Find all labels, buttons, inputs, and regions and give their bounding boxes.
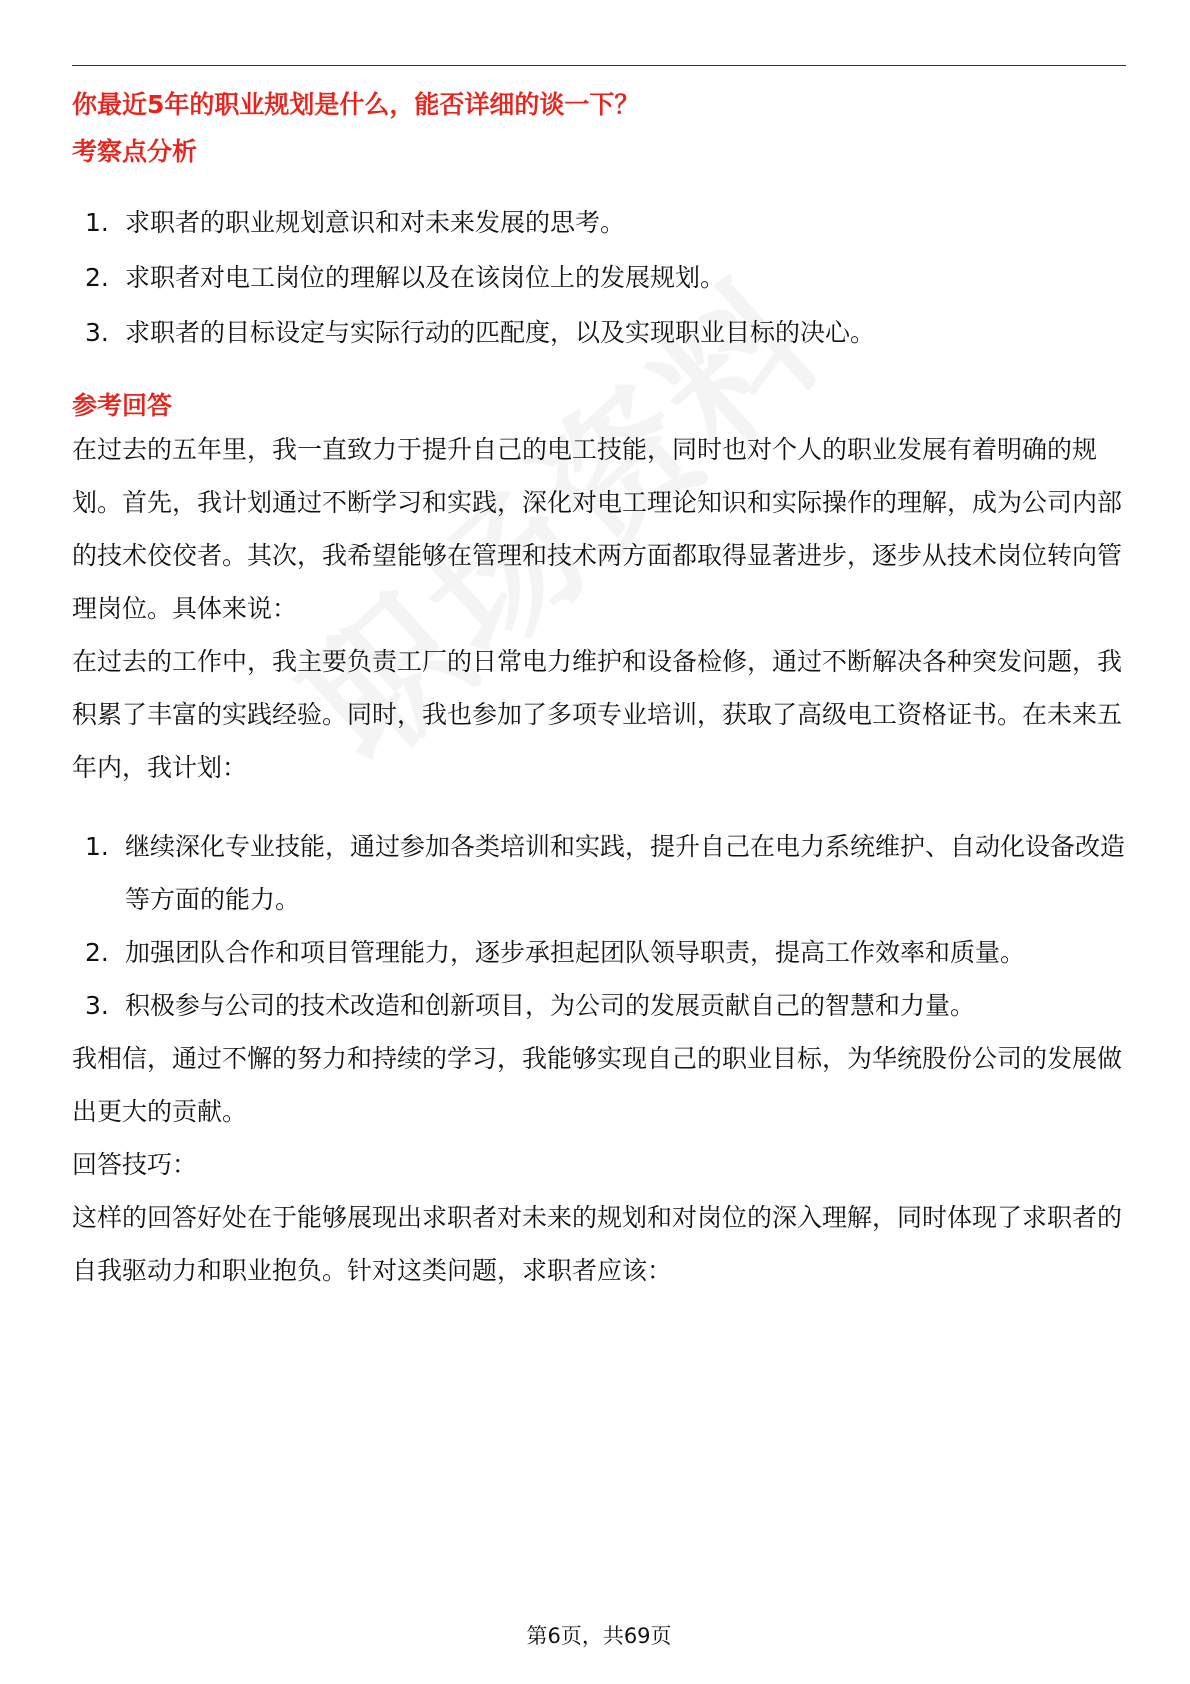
list-number: 1. <box>85 832 109 861</box>
list-item-text: 继续深化专业技能，通过参加各类培训和实践，提升自己在电力系统维护、自动化设备改造等方面的能力。 <box>125 832 1126 914</box>
plan-list-item <box>72 926 1126 979</box>
answer-paragraph: 在过去的五年里，我一直致力于提升自己的电工技能，同时也对个人的职业发展有着明确的规划。首先，我计划通过不断学习和实践，深化对电工理论知识和实际操作的理解，成为公司内部的技术佼佼者。其次，我希望能够在管理和技术两方面都取得显著进步，逐步从技术岗位转向管理岗位。具体来说： <box>72 435 1123 623</box>
plan-list-item <box>72 979 1126 1032</box>
list-item-text: 积极参与公司的技术改造和创新项目，为公司的发展贡献自己的智慧和力量。 <box>125 991 976 1020</box>
header-rule <box>72 65 1126 66</box>
list-number: 2. <box>85 263 109 292</box>
analysis-list-item <box>72 196 1126 249</box>
analysis-list-item <box>72 251 1126 304</box>
question-title: 你最近5年的职业规划是什么，能否详细的谈一下？ <box>72 90 640 119</box>
plan-list <box>72 820 1126 1032</box>
plan-list-item <box>72 820 1126 926</box>
analysis-list-item <box>72 306 1126 359</box>
list-number: 2. <box>85 938 109 967</box>
list-item-text: 求职者对电工岗位的理解以及在该岗位上的发展规划。 <box>125 263 726 292</box>
document-content <box>72 88 1126 1297</box>
tips-paragraph: 这样的回答好处在于能够展现出求职者对未来的规划和对岗位的深入理解，同时体现了求职者的自我驱动力和职业抱负。针对这类问题，求职者应该： <box>72 1203 1123 1285</box>
document-page <box>72 0 1126 1684</box>
list-item-text: 求职者的职业规划意识和对未来发展的思考。 <box>125 208 626 237</box>
list-number: 1. <box>85 208 109 237</box>
answer-paragraph: 我相信，通过不懈的努力和持续的学习，我能够实现自己的职业目标，为华统股份公司的发展做出更大的贡献。 <box>72 1044 1123 1126</box>
analysis-list <box>72 196 1126 359</box>
tips-label: 回答技巧： <box>72 1150 198 1179</box>
list-number: 3. <box>85 318 109 347</box>
list-item-text: 求职者的目标设定与实际行动的匹配度，以及实现职业目标的决心。 <box>125 318 876 347</box>
list-number: 3. <box>85 991 109 1020</box>
list-item-text: 加强团队合作和项目管理能力，逐步承担起团队领导职责，提高工作效率和质量。 <box>125 938 1026 967</box>
analysis-heading: 考察点分析 <box>72 137 198 166</box>
answer-paragraph: 在过去的工作中，我主要负责工厂的日常电力维护和设备检修，通过不断解决各种突发问题，我积累了丰富的实践经验。同时，我也参加了多项专业培训，获取了高级电工资格证书。在未来五年内，我计划： <box>72 647 1123 782</box>
answer-heading: 参考回答 <box>72 391 173 420</box>
page-footer: 第6页，共69页 <box>526 1624 672 1648</box>
